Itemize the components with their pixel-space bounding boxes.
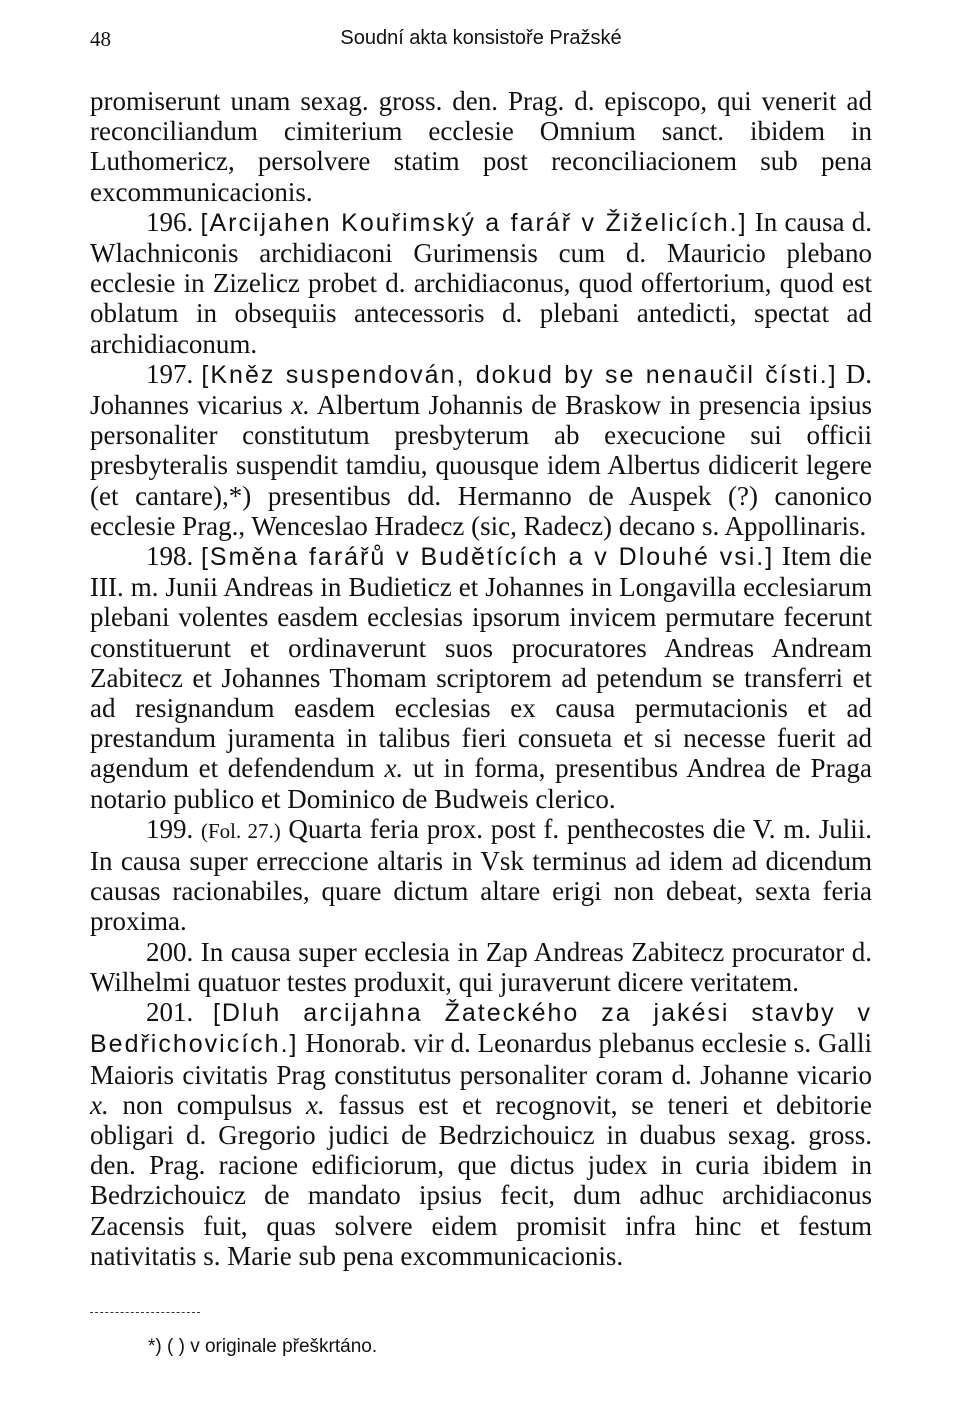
entry-text: non compulsus: [122, 1089, 293, 1120]
entry-198: [90, 541, 872, 814]
page-number: 48: [90, 27, 111, 51]
folio-reference: (Fol. 27.): [200, 818, 281, 843]
abbreviation-mark: x.: [384, 753, 404, 784]
entry-number: 201.: [146, 997, 194, 1028]
entry-heading: [Arcijahen Kouřimský a farář v Žiželicích.]: [200, 208, 748, 237]
entry-text: Albertum Johannis de Braskow in presencia ipsius personaliter constitutum presbyterum ab execucione sui officii presbyteralis suspendit tamdiu, quousque idem Albertus didicerit legere (et cantare),*) presentibus dd. Hermanno de Auspek (?) canonico ecclesie Prag., Wenceslao Hradecz (sic, Radecz) decano s. Appollinaris.: [90, 390, 873, 541]
abbreviation-mark: x.: [306, 1089, 325, 1120]
entry-199: [90, 814, 872, 937]
footnote: *) ( ) v originale přeškrtáno.: [148, 1336, 378, 1357]
entry-number: 197.: [146, 358, 194, 389]
entry-196: [90, 207, 872, 359]
entry-200: [90, 937, 872, 997]
entry-201: [90, 997, 872, 1271]
footnote-divider: [90, 1312, 200, 1313]
entry-number: 200.: [146, 936, 194, 967]
entry-197: [90, 359, 872, 541]
entry-text: Honorab. vir d. Leonardus plebanus ecclesie s. Galli Maioris civitatis Prag constitutus personaliter coram d. Johanne vicario: [90, 1028, 873, 1090]
entry-number: 198.: [146, 541, 194, 572]
entry-text: Quarta feria prox. post f. penthecostes die V. m. Julii. In causa super erreccione altaris in Vsk terminus ad idem ad dicendum causas racionabiles, quare dictum altare erigi non debeat, sexta feria proxima.: [90, 813, 872, 937]
entry-text: Item die III. m. Junii Andreas in Budieticz et Johannes in Longavilla ecclesiarum plebani volentes easdem ecclesias ipsorum invicem permutare fecerunt constituerunt et ordinaverunt suos procuratores Andreas Andream Zabitecz et Johannes Thomam scriptorem ad petendum se transferri et ad resignandum easdem ecclesias ex causa permutacionis et ad prestandum juramenta in talibus fieri consueta et si necesse fuerit ad agendum et defendendum: [90, 541, 873, 784]
body-text: [90, 86, 872, 1271]
abbreviation-mark: x.: [90, 1089, 109, 1120]
entry-text: In causa super ecclesia in Zap Andreas Zabitecz procurator d. Wilhelmi quatuor testes produxit, qui juraverunt dicere veritatem.: [90, 936, 872, 997]
abbreviation-mark: x.: [291, 390, 310, 421]
page-header: [90, 27, 872, 57]
entry-heading: [Směna farářů v Budětících a v Dlouhé vsi.]: [200, 543, 775, 572]
entry-text: ut in forma, presentibus Andrea de Praga notario publico et Dominico de Budweis clerico.: [90, 753, 873, 814]
entry-number: 196.: [146, 206, 194, 237]
entry-text: fassus est et recognovit, se teneri et debitorie obligari d. Gregorio judici de Bedrzichouicz in duabus sexag. gross. den. Prag. racione edificiorum, que dictus judex in curia ibidem in Bedrzichouicz de mandato ipsius fecit, dum adhuc archidiaconus Zacensis fuit, quas solvere eidem promisit infra hinc et festum nativitatis s. Marie sub pena excommunicacionis.: [90, 1089, 872, 1271]
entry-heading: [Dluh arcijahna Žateckého za jakési stavby v Bedřichovicích.]: [90, 999, 872, 1059]
entry-text: D. Johannes vicarius: [90, 358, 873, 421]
entry-number: 199.: [146, 813, 194, 844]
paragraph-continuation: promiserunt unam sexag. gross. den. Prag. d. episcopo, qui venerit ad reconciliandum cimiterium ecclesie Omnium sanct. ibidem in Luthomericz, persolvere statim post reconciliacionem sub pena excommunicacionis.: [90, 86, 872, 207]
entry-heading: [Kněz suspendován, dokud by se nenaučil čísti.]: [201, 360, 838, 389]
entry-text: In causa d. Wlachniconis archidiaconi Gurimensis cum d. Mauricio plebano ecclesie in Zizelicz probet d. archidiaconus, quod offertorium, quod est oblatum in obsequiis antecessoris d. plebani antedicti, spectat ad archidiaconum.: [90, 206, 873, 359]
running-title: Soudní akta konsistoře Pražské: [340, 27, 622, 49]
